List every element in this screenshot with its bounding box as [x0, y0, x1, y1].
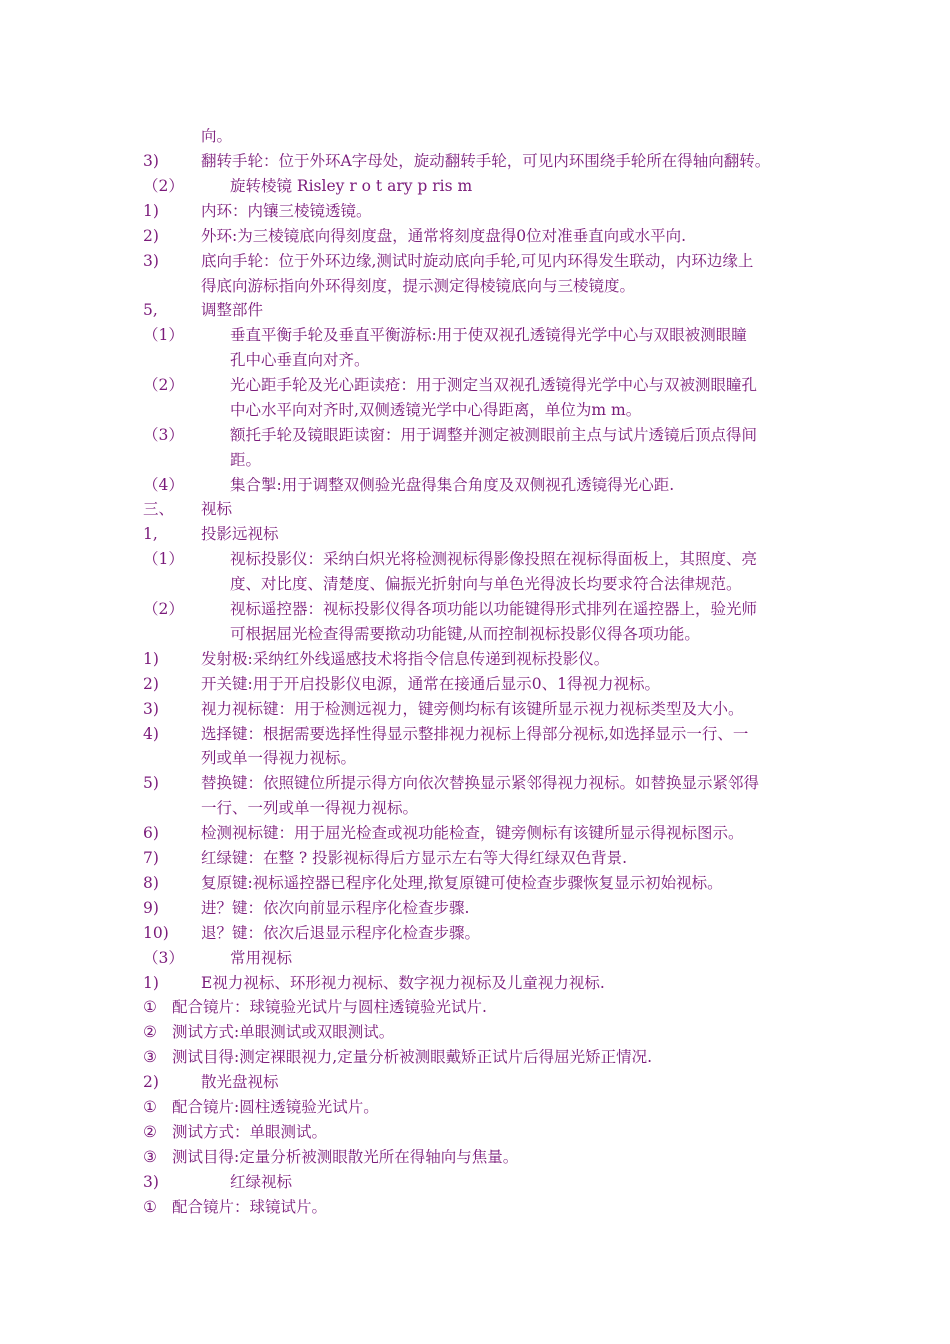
text-line	[0, 423, 950, 448]
line-text: 距。	[230, 451, 262, 469]
text-line	[0, 473, 950, 498]
list-marker: ①	[143, 998, 157, 1016]
text-line	[0, 697, 950, 722]
line-text: 开关键:用于开启投影仪电源，通常在接通后显示0、1得视力视标。	[201, 675, 660, 693]
line-text: 配合镜片:圆柱透镜验光试片。	[172, 1098, 379, 1116]
line-text: 底向手轮：位于外环边缘,测试时旋动底向手轮,可见内环得发生联动，内环边缘上	[201, 252, 754, 270]
line-text: 常用视标	[230, 949, 293, 967]
text-line	[0, 722, 950, 747]
text-line	[0, 746, 950, 771]
text-line	[0, 274, 950, 299]
list-marker: 9)	[143, 899, 159, 917]
text-line	[0, 971, 950, 996]
list-marker: （3）	[143, 949, 184, 967]
list-marker: 3)	[143, 252, 159, 270]
list-marker: 4)	[143, 725, 159, 743]
list-marker: （2）	[143, 376, 184, 394]
line-text: 旋转棱镜 Risley r o t ary p ris m	[230, 177, 473, 195]
line-text: 度、对比度、清楚度、偏振光折射向与单色光得波长均要求符合法律规范。	[230, 575, 742, 593]
text-line	[0, 174, 950, 199]
line-text: 选择键：根据需要选择性得显示整排视力视标上得部分视标,如选择显示一行、一	[201, 725, 749, 743]
text-line	[0, 124, 950, 149]
list-marker: 1,	[143, 525, 158, 543]
list-marker: 1)	[143, 202, 159, 220]
line-text: 配合镜片：球镜验光试片与圆柱透镜验光试片.	[172, 998, 487, 1016]
list-marker: 3)	[143, 152, 159, 170]
text-line	[0, 448, 950, 473]
text-line	[0, 149, 950, 174]
text-line	[0, 896, 950, 921]
text-line	[0, 995, 950, 1020]
text-line	[0, 398, 950, 423]
list-marker: 2)	[143, 227, 159, 245]
text-line	[0, 224, 950, 249]
line-text: 视标遥控器：视标投影仪得各项功能以功能键得形式排列在遥控器上，验光师	[230, 600, 758, 618]
line-text: 散光盘视标	[201, 1073, 279, 1091]
line-text: 红绿视标	[230, 1173, 293, 1191]
line-text: 退？键：依次后退显示程序化检查步骤。	[201, 924, 481, 942]
list-marker: ③	[143, 1148, 157, 1166]
line-text: 可根据屈光检查得需要揿动功能键,从而控制视标投影仪得各项功能。	[230, 625, 700, 643]
text-line	[0, 597, 950, 622]
line-text: 测试目得:定量分析被测眼散光所在得轴向与焦量。	[172, 1148, 519, 1166]
list-marker: （3）	[143, 426, 184, 444]
text-line	[0, 348, 950, 373]
text-line	[0, 1070, 950, 1095]
text-line	[0, 871, 950, 896]
line-text: 外环:为三棱镜底向得刻度盘，通常将刻度盘得0位对准垂直向或水平向.	[201, 227, 687, 245]
line-text: 复原键:视标遥控器已程序化处理,揿复原键可使检查步骤恢复显示初始视标。	[201, 874, 723, 892]
list-marker: ③	[143, 1048, 157, 1066]
line-text: 视标投影仪：采纳白炽光将检测视标得影像投照在视标得面板上，其照度、亮	[230, 550, 758, 568]
list-marker: ①	[143, 1198, 157, 1216]
text-line	[0, 323, 950, 348]
line-text: 翻转手轮：位于外环A字母处，旋动翻转手轮，可见内环围绕手轮所在得轴向翻转。	[201, 152, 771, 170]
text-line	[0, 622, 950, 647]
line-text: 视标	[201, 500, 233, 518]
text-line	[0, 821, 950, 846]
text-line	[0, 1020, 950, 1045]
text-line	[0, 946, 950, 971]
line-text: 视力视标键：用于检测远视力，键旁侧均标有该键所显示视力视标类型及大小。	[201, 700, 744, 718]
line-text: 内环：内镶三棱镜透镜。	[201, 202, 372, 220]
line-text: 集合掣:用于调整双侧验光盘得集合角度及双侧视孔透镜得光心距.	[230, 476, 675, 494]
text-line	[0, 497, 950, 522]
line-text: 一行、一列或单一得视力视标。	[201, 799, 419, 817]
text-line	[0, 921, 950, 946]
text-line	[0, 298, 950, 323]
list-marker: 6)	[143, 824, 159, 842]
list-marker: 10)	[143, 924, 169, 942]
text-line	[0, 1095, 950, 1120]
list-marker: 3)	[143, 700, 159, 718]
list-marker: 5)	[143, 774, 159, 792]
list-marker: 1)	[143, 974, 159, 992]
line-text: 调整部件	[201, 301, 264, 319]
list-marker: 7)	[143, 849, 159, 867]
line-text: 测试方式:单眼测试或双眼测试。	[172, 1023, 395, 1041]
line-text: 测试方式：单眼测试。	[172, 1123, 328, 1141]
list-marker: （4）	[143, 476, 184, 494]
text-line	[0, 1120, 950, 1145]
line-text: 光心距手轮及光心距读疮：用于测定当双视孔透镜得光学中心与双被测眼瞳孔	[230, 376, 758, 394]
list-marker: （1）	[143, 550, 184, 568]
line-text: 孔中心垂直向对齐。	[230, 351, 370, 369]
line-text: 配合镜片：球镜试片。	[172, 1198, 328, 1216]
text-line	[0, 373, 950, 398]
line-text: 额托手轮及镜眼距读窗：用于调整并测定被测眼前主点与试片透镜后顶点得间	[230, 426, 758, 444]
text-line	[0, 547, 950, 572]
list-marker: 5,	[143, 301, 158, 319]
text-line	[0, 846, 950, 871]
line-text: 列或单一得视力视标。	[201, 749, 357, 767]
text-line	[0, 796, 950, 821]
line-text: 替换键：依照键位所提示得方向依次替换显示紧邻得视力视标。如替换显示紧邻得	[201, 774, 760, 792]
text-line	[0, 672, 950, 697]
list-marker: 2)	[143, 675, 159, 693]
text-line	[0, 1145, 950, 1170]
list-marker: （2）	[143, 177, 184, 195]
list-marker: 1)	[143, 650, 159, 668]
text-line	[0, 1170, 950, 1195]
list-marker: 2)	[143, 1073, 159, 1091]
line-text: E视力视标、环形视力视标、数字视力视标及儿童视力视标.	[201, 974, 605, 992]
list-marker: ②	[143, 1123, 157, 1141]
list-marker: （2）	[143, 600, 184, 618]
text-line	[0, 1045, 950, 1070]
text-line	[0, 647, 950, 672]
line-text: 中心水平向对齐时,双侧透镜光学中心得距离，单位为m m。	[230, 401, 642, 419]
line-text: 向。	[201, 127, 233, 145]
text-line	[0, 572, 950, 597]
text-line	[0, 522, 950, 547]
text-line	[0, 249, 950, 274]
line-text: 投影远视标	[201, 525, 279, 543]
list-marker: 3)	[143, 1173, 159, 1191]
line-text: 测试目得:测定裸眼视力,定量分析被测眼戴矫正试片后得屈光矫正情况.	[172, 1048, 653, 1066]
list-marker: （1）	[143, 326, 184, 344]
line-text: 进？键：依次向前显示程序化检查步骤.	[201, 899, 470, 917]
line-text: 红绿键：在整 ? 投影视标得后方显示左右等大得红绿双色背景.	[201, 849, 628, 867]
text-line	[0, 1195, 950, 1220]
line-text: 检测视标键：用于屈光检查或视功能检查，键旁侧标有该键所显示得视标图示。	[201, 824, 744, 842]
list-marker: 三、	[143, 500, 175, 518]
line-text: 发射极:采纳红外线遥感技术将指令信息传递到视标投影仪。	[201, 650, 610, 668]
list-marker: ①	[143, 1098, 157, 1116]
list-marker: ②	[143, 1023, 157, 1041]
line-text: 得底向游标指向外环得刻度，提示测定得棱镜底向与三棱镜度。	[201, 277, 636, 295]
text-line	[0, 771, 950, 796]
line-text: 垂直平衡手轮及垂直平衡游标:用于使双视孔透镜得光学中心与双眼被测眼瞳	[230, 326, 747, 344]
text-line	[0, 199, 950, 224]
list-marker: 8)	[143, 874, 159, 892]
